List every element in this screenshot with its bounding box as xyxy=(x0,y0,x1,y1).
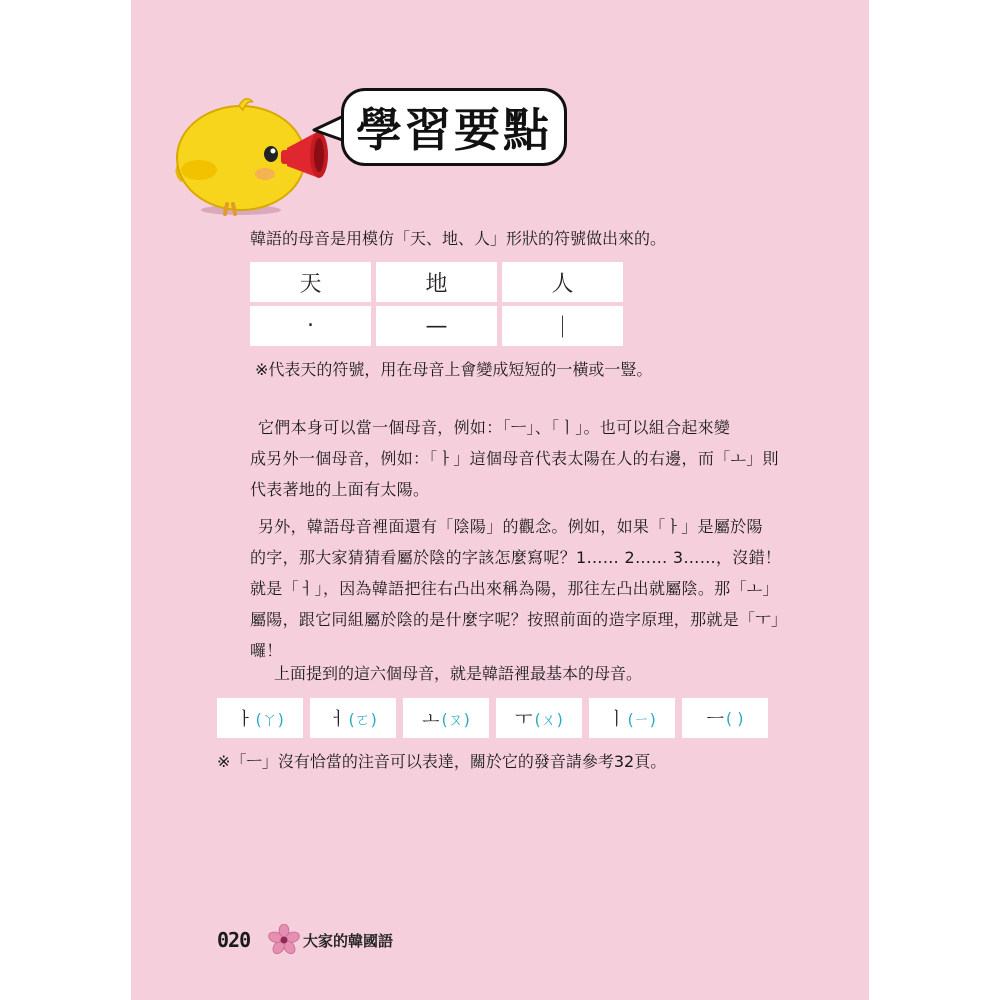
table-header-earth: 地 xyxy=(376,262,497,302)
paragraph-line: 它們本身可以當一個母音，例如：「ㅡ」、「ㅣ」。也可以組合起來變 xyxy=(258,418,731,437)
vowel-a: ㅏ (ㄚ) xyxy=(217,698,303,738)
book-page xyxy=(131,0,869,1000)
intro-text: 韓語的母音是用模仿「天、地、人」形狀的符號做出來的。 xyxy=(250,229,667,248)
paragraph-vowel-combination xyxy=(250,412,790,505)
note-eu-pronunciation: ※「ㅡ」沒有恰當的注音可以表達，關於它的發音請參考32頁。 xyxy=(217,752,667,771)
chick-mascot-icon xyxy=(169,92,329,217)
table-symbol-dot: ‧ xyxy=(250,306,371,346)
table-header-sky: 天 xyxy=(250,262,371,302)
paragraph-line: 代表著地的上面有太陽。 xyxy=(250,480,430,499)
paragraph-line: 囉！ xyxy=(250,641,283,660)
flower-icon xyxy=(268,924,300,956)
vowel-u: ㅜ (ㄨ) xyxy=(496,698,582,738)
book-title: 大家的韓國語 xyxy=(303,932,394,950)
section-title: 學習要點 xyxy=(356,103,552,157)
basic-vowels-intro: 上面提到的這六個母音，就是韓語裡最基本的母音。 xyxy=(274,664,643,683)
note-sky-symbol: ※代表天的符號，用在母音上會變成短短的一橫或一豎。 xyxy=(255,360,653,379)
paragraph-line: 就是「ㅓ」，因為韓語把往右凸出來稱為陽，那往左凸出就屬陰。那「ㅗ」 xyxy=(250,579,779,598)
paragraph-line: 另外，韓語母音裡面還有「陰陽」的觀念。例如，如果「ㅏ」是屬於陽 xyxy=(258,517,763,536)
speech-bubble xyxy=(341,88,567,166)
table-header-person: 人 xyxy=(502,262,623,302)
vowel-eu: ㅡ ( ) xyxy=(682,698,768,738)
paragraph-line: 屬陽，跟它同組屬於陰的是什麼字呢？按照前面的造字原理，那就是「ㅜ」 xyxy=(250,610,788,629)
vowel-eo: ㅓ (ㄛ) xyxy=(310,698,396,738)
paragraph-yin-yang xyxy=(250,511,790,666)
paragraph-line: 的字，那大家猜猜看屬於陰的字該怎麼寫呢？1…… 2…… 3……，沒錯！ xyxy=(250,548,782,567)
paragraph-line: 成另外一個母音，例如：「ㅏ」這個母音代表太陽在人的右邊，而「ㅗ」則 xyxy=(250,449,779,468)
vowel-o: ㅗ (ㄡ) xyxy=(403,698,489,738)
vowel-i: ㅣ (ㄧ) xyxy=(589,698,675,738)
table-symbol-vertical: ｜ xyxy=(502,306,623,346)
table-symbol-horizontal: — xyxy=(376,306,497,346)
page-number: 020 xyxy=(217,928,251,952)
